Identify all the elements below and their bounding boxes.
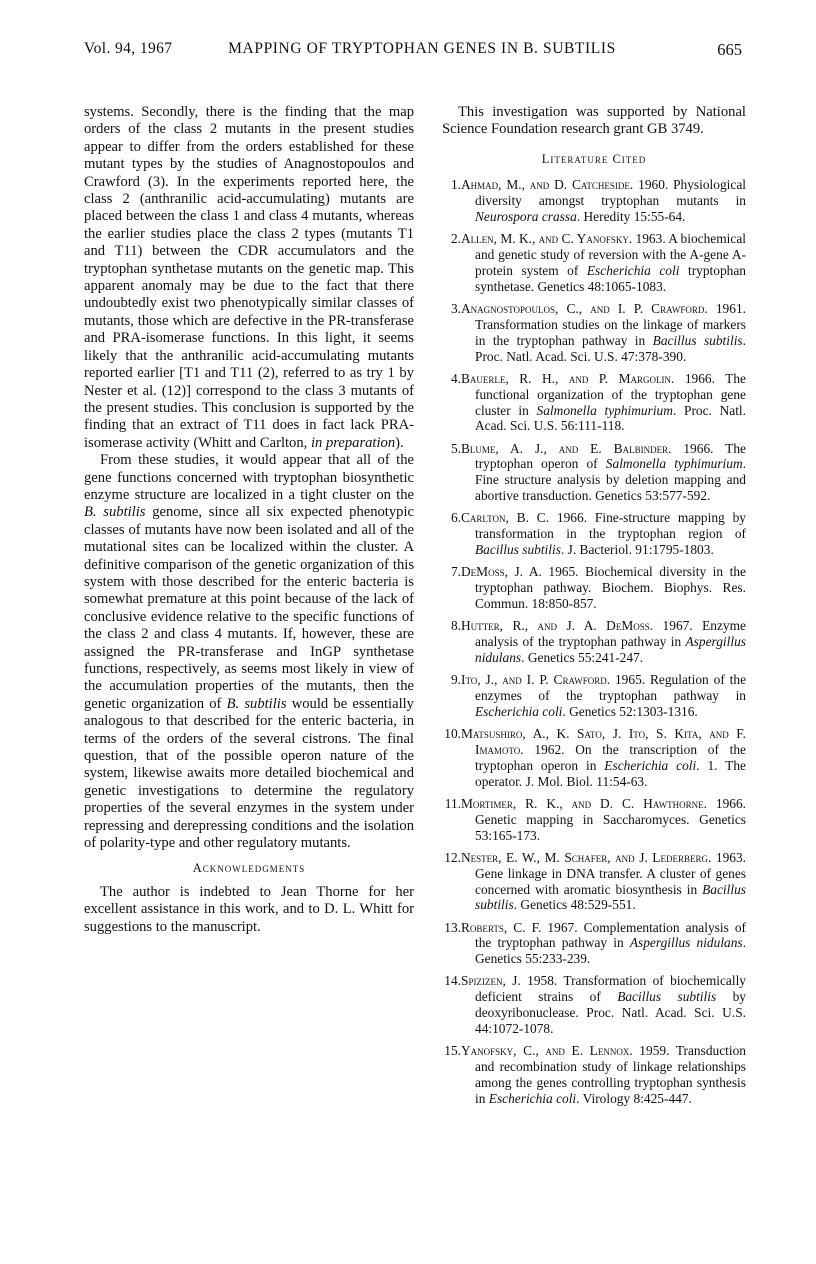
reference-text-end: . Virology 8:425-447. xyxy=(576,1090,692,1106)
body-paragraph: systems. Secondly, there is the finding that the map orders of the class 2 mutants in the present studies appear to differ from the orders established for these mutant types by the studies of Anagnostopoulos and Crawford (3). In the experiments reported here, the class 2 (anthranilic acid-accumulating) mutants are placed between the class 1 and class 4 mutants, whereas the earlier studies place the class 2 types (mutants T1 and T11) between the CDR accumulators and the tryptophan synthetase mutants on the genetic map. This apparent anomaly may be due to the fact that there undoubtedly exist two phenotypically similar classes of mutants, those which are defective in the PR-transferase and PRA-isomerase functions. In this light, it seems likely that the anthranilic acid-accumulating mutants reported earlier [T1 and T11 (2), referred to as try 1 by Nester et al. (12)] correspond to the class 3 mutants of the present studies. This conclusion is supported by the finding that an extract of T11 does in fact lack PRA-isomerase activity (Whitt and Carlton, in preparation). xyxy=(84,104,414,451)
reference-number: 8. xyxy=(450,618,461,634)
reference-authors: Mortimer, R. K., and D. C. Hawthorne. xyxy=(461,795,707,811)
reference-item xyxy=(442,441,746,505)
reference-item xyxy=(442,177,746,225)
reference-italic: Bacillus subtilis xyxy=(617,989,717,1005)
reference-item xyxy=(442,850,746,914)
acknowledgments-heading: Acknowledgments xyxy=(192,861,306,876)
reference-authors: Ito, J., and I. P. Crawford. xyxy=(461,672,611,688)
reference-authors: Anagnostopoulos, C., and I. P. Crawford. xyxy=(461,300,708,316)
reference-text-end: . Genetics 48:529-551. xyxy=(513,897,636,913)
reference-text: 1958. Transformation of biochemically deficient strains of xyxy=(475,973,746,1005)
reference-italic: Escherichia coli xyxy=(475,703,563,719)
reference-text: 1966. The functional organization of the tryptophan gene cluster in xyxy=(475,370,746,418)
reference-text: 1959. Transduction and recombination study of linkage relationships among the genes controlling tryptophan synthesis in xyxy=(475,1043,746,1106)
reference-italic: Escherichia coli xyxy=(488,1090,577,1106)
reference-authors: DeMoss, J. A. xyxy=(461,564,542,580)
reference-text-end: by deoxyribonuclease. Proc. Natl. Acad. Sci. U.S. 44:1072-1078. xyxy=(475,989,746,1037)
reference-text-end: . Proc. Natl. Acad. Sci. U.S. 56:111-118. xyxy=(475,402,746,434)
reference-number: 4. xyxy=(450,370,461,386)
reference-number: 9. xyxy=(450,672,461,688)
reference-text-end: . 1. The operator. J. Mol. Biol. 11:54-63. xyxy=(475,757,746,789)
reference-italic: Bacillus subtilis xyxy=(475,881,746,913)
reference-italic: Neurospora crassa xyxy=(475,209,577,225)
reference-text: 1967. Complementation analysis of the tryptophan pathway in xyxy=(475,919,746,951)
reference-item xyxy=(442,618,746,666)
reference-italic: Aspergillus nidulans xyxy=(629,935,743,951)
reference-text: 1960. Physiological diversity amongst tryptophan mutants in xyxy=(475,177,746,209)
right-column xyxy=(442,104,746,1113)
reference-text-end: . Fine structure analysis by deletion mapping and abortive transduction. Genetics 53:577-592. xyxy=(475,456,746,504)
reference-number: 2. xyxy=(450,231,461,247)
reference-text: 1965. Regulation of the enzymes of the tryptophan pathway in xyxy=(475,672,747,703)
funding-statement: This investigation was supported by National Science Foundation research grant GB 3749. xyxy=(442,104,746,138)
reference-text-end: . Proc. Natl. Acad. Sci. U.S. 47:378-390. xyxy=(475,332,746,364)
running-header xyxy=(84,40,742,64)
reference-number: 7. xyxy=(450,564,461,580)
acknowledgments-text: The author is indebted to Jean Thorne for her excellent assistance in this work, and to D. L. Whitt for suggestions to the manuscript. xyxy=(84,883,414,935)
reference-text: 1966. Fine-structure mapping by transformation in the tryptophan region of xyxy=(475,510,746,542)
reference-item xyxy=(442,726,746,790)
reference-authors: Roberts, C. F. xyxy=(461,919,542,935)
reference-italic: Bacillus subtilis xyxy=(475,542,561,558)
reference-authors: Allen, M. K., and C. Yanofsky. xyxy=(461,231,633,247)
reference-authors: Blume, A. J., and E. Balbinder. xyxy=(461,440,672,456)
reference-text: 1967. Enzyme analysis of the tryptophan pathway in xyxy=(475,618,746,650)
reference-number: 11. xyxy=(444,795,461,811)
left-column xyxy=(84,104,414,936)
reference-text: 1963. A biochemical and genetic study of reversion with the A-gene A-protein system of xyxy=(475,231,746,278)
body-paragraph: From these studies, it would appear that all of the gene functions concerned with tryptophan biosynthetic enzyme structure are localized in a tight cluster on the B. subtilis genome, since all six expected phenotypic classes of mutants have now been isolated and all of the mutational sites can be localized within the cluster. A definitive comparison of the genetic organization of this system with those described for the enteric bacteria is somewhat premature at this point because of the lack of conclusive evidence relative to the specific functions of the class 2 and class 4 mutants. If, however, these are assigned the PR-transferase and InGP synthetase functions, respectively, as seems most likely in view of the accumulation properties of the mutants, then the genetic organization of B. subtilis would be essentially analogous to that described for the enteric bacteria, in terms of the orders of the several cistrons. The final question, that of the possible operon nature of the system, likewise awaits more detailed biochemical and genetic investigations to determine the regulatory properties of the several enzymes in the system under repressing and derepressing conditions and the isolation of polarity-type and other regulatory mutants. xyxy=(84,452,414,852)
reference-item xyxy=(442,371,746,435)
reference-item xyxy=(442,231,746,295)
reference-text-end: . Heredity 15:55-64. xyxy=(576,209,686,225)
reference-italic: Escherichia coli xyxy=(604,757,697,773)
reference-number: 5. xyxy=(450,440,461,456)
reference-item xyxy=(442,510,746,558)
reference-item xyxy=(442,973,746,1037)
reference-italic: Salmonella typhimurium xyxy=(605,456,743,472)
reference-text: 1963. Gene linkage in DNA transfer. A cluster of genes concerned with aromatic biosynthesis in xyxy=(475,849,746,897)
reference-authors: Bauerle, R. H., and P. Margolin. xyxy=(461,370,675,386)
reference-number: 13. xyxy=(444,919,461,935)
reference-text-end: . J. Bacteriol. 91:1795-1803. xyxy=(560,542,714,558)
reference-number: 10. xyxy=(444,726,461,741)
reference-italic: Aspergillus nidulans xyxy=(475,634,746,665)
reference-text-end: . Genetics 52:1303-1316. xyxy=(562,703,698,719)
reference-item xyxy=(442,672,746,720)
reference-item xyxy=(442,564,746,612)
running-title: MAPPING OF TRYPTOPHAN GENES IN B. SUBTILIS xyxy=(228,40,616,57)
reference-number: 14. xyxy=(444,973,461,989)
reference-text: 1965. Biochemical diversity in the tryptophan pathway. Biochem. Biophys. Res. Commun. 18:850-857. xyxy=(475,564,746,612)
reference-italic: Bacillus subtilis xyxy=(652,332,743,348)
reference-text-end: . Genetics 55:233-239. xyxy=(475,935,747,967)
page-number: 665 xyxy=(717,40,742,59)
reference-item xyxy=(442,1043,746,1107)
reference-text: 1966. Genetic mapping in Saccharomyces. Genetics 53:165-173. xyxy=(475,795,746,843)
reference-authors: Yanofsky, C., and E. Lennox. xyxy=(461,1043,633,1059)
reference-authors: Ahmad, M., and D. Catcheside. xyxy=(461,177,634,193)
reference-authors: Nester, E. W., M. Schafer, and J. Lederberg. xyxy=(461,849,712,865)
reference-text-end: tryptophan synthetase. Genetics 48:1065-1083. xyxy=(475,262,746,294)
reference-item xyxy=(442,920,746,968)
reference-authors: Carlton, B. C. xyxy=(461,510,550,526)
reference-text-end: . Genetics 55:241-247. xyxy=(521,650,644,665)
reference-list xyxy=(442,177,746,1107)
reference-item xyxy=(442,796,746,844)
reference-item xyxy=(442,301,746,365)
reference-authors: Matsushiro, A., K. Sato, J. Ito, S. Kita, and F. Imamoto. xyxy=(461,726,746,757)
reference-number: 1. xyxy=(450,177,461,193)
reference-text: 1961. Transformation studies on the linkage of markers in the tryptophan pathway in xyxy=(475,300,746,348)
reference-number: 15. xyxy=(444,1043,461,1059)
reference-number: 3. xyxy=(450,300,461,316)
reference-authors: Spizizen, J. xyxy=(461,973,521,989)
reference-text: 1966. The tryptophan operon of xyxy=(475,440,746,472)
reference-italic: Escherichia coli xyxy=(586,262,680,278)
reference-number: 12. xyxy=(444,849,461,865)
reference-number: 6. xyxy=(450,510,461,526)
reference-italic: Salmonella typhimurium xyxy=(536,402,673,418)
reference-authors: Hutter, R., and J. A. DeMoss. xyxy=(461,618,654,634)
literature-heading: Literature Cited xyxy=(541,151,647,166)
volume-label: Vol. 94, 1967 xyxy=(84,40,173,57)
reference-text: 1962. On the transcription of the tryptophan operon in xyxy=(475,741,746,773)
